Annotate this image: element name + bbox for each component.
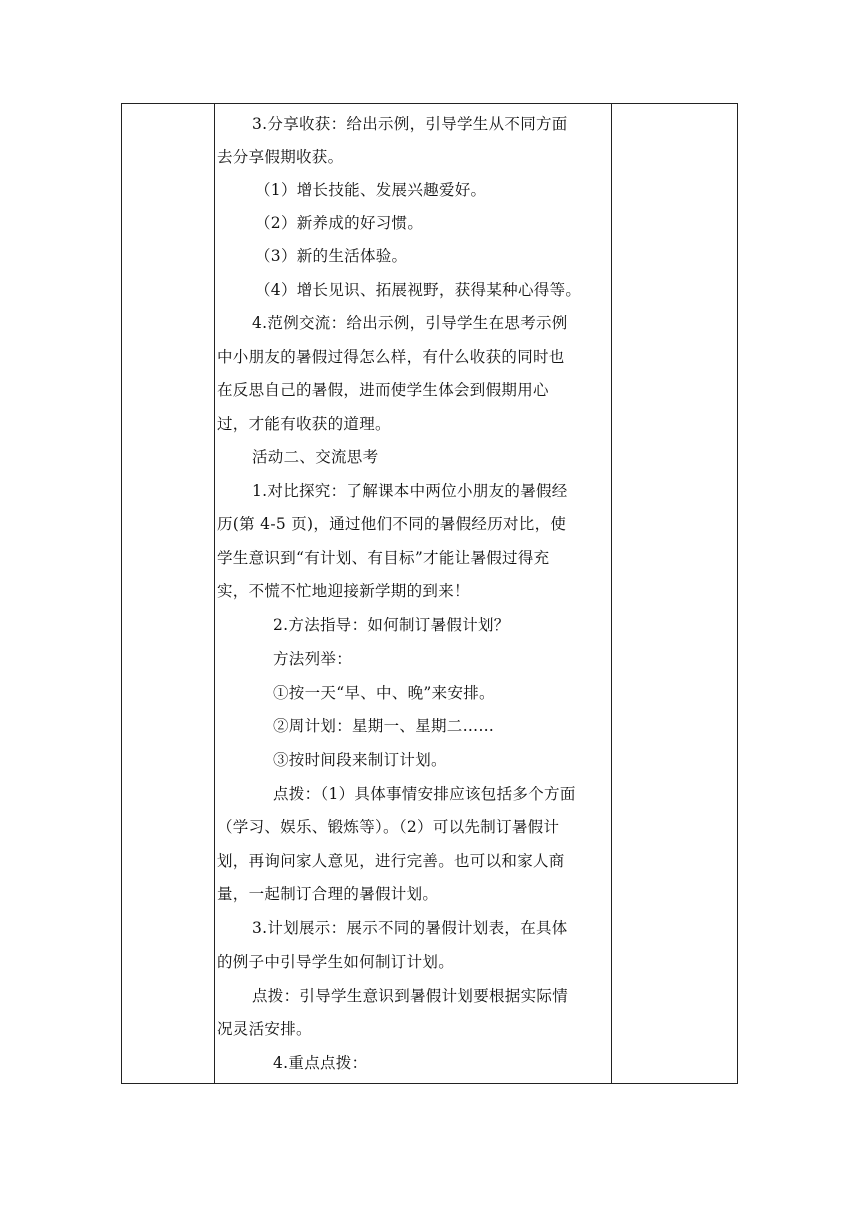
text-line: 去分享假期收获。 [217, 148, 344, 166]
text-line: 3.计划展示：展示不同的暑假计划表，在具体 [252, 919, 568, 937]
text-line: （2）新养成的好习惯。 [255, 214, 424, 232]
text-line: ③按时间段来制订计划。 [273, 751, 447, 769]
column-divider-left [214, 104, 215, 1083]
text-line: 中小朋友的暑假过得怎么样，有什么收获的同时也 [217, 348, 565, 366]
text-line: 学生意识到“有计划、有目标”才能让暑假过得充 [217, 549, 550, 567]
text-line: 1.对比探究：了解课本中两位小朋友的暑假经 [252, 482, 568, 500]
text-line: 方法列举： [273, 650, 353, 668]
text-line: 量，一起制订合理的暑假计划。 [217, 885, 439, 903]
text-line: 2.方法指导：如何制订暑假计划？ [273, 616, 510, 634]
text-line: （4）增长见识、拓展视野，获得某种心得等。 [255, 281, 582, 299]
text-line: 点拨：（1）具体事情安排应该包括多个方面 [273, 785, 576, 803]
text-line: ②周计划：星期一、星期二…… [273, 717, 495, 735]
text-line: 的例子中引导学生如何制订计划。 [217, 953, 455, 971]
text-line: 过，才能有收获的道理。 [217, 415, 391, 433]
text-line: 在反思自己的暑假，进而使学生体会到假期用心 [217, 381, 549, 399]
text-line: 4.范例交流：给出示例，引导学生在思考示例 [252, 314, 568, 332]
text-line: 划，再询问家人意见，进行完善。也可以和家人商 [217, 852, 565, 870]
section-heading: 活动二、交流思考 [252, 448, 379, 466]
text-line: 历(第 4-5 页)，通过他们不同的暑假经历对比，使 [217, 515, 567, 533]
text-line: 实，不慌不忙地迎接新学期的到来！ [217, 582, 470, 600]
text-line: 点拨：引导学生意识到暑假计划要根据实际情 [252, 987, 569, 1005]
text-line: （1）增长技能、发展兴趣爱好。 [255, 181, 487, 199]
lesson-plan-table [121, 103, 738, 1084]
text-line: 况灵活安排。 [217, 1020, 312, 1038]
text-line: （3）新的生活体验。 [255, 247, 408, 265]
column-divider-right [611, 104, 612, 1083]
text-line: 3.分享收获：给出示例，引导学生从不同方面 [252, 115, 568, 133]
text-line: ①按一天“早、中、晚”来安排。 [273, 684, 495, 702]
text-line: 4.重点点拨： [273, 1054, 368, 1072]
text-line: （学习、娱乐、锻炼等）。（2）可以先制订暑假计 [217, 818, 560, 836]
